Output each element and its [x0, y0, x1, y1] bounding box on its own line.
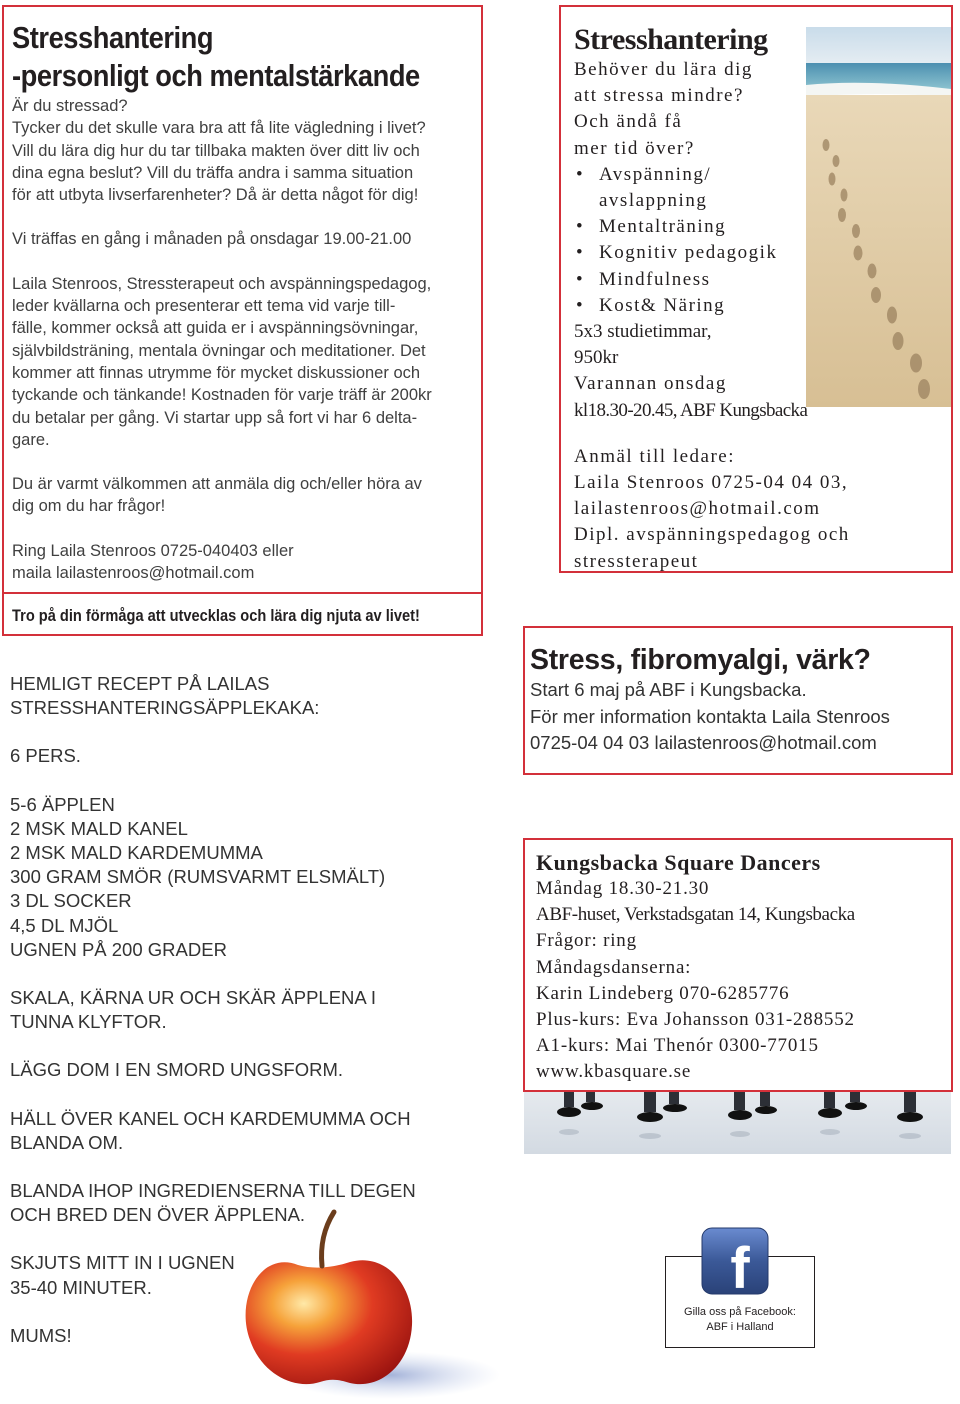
recipe-step-line: 35-40 MINUTER. [10, 1276, 152, 1298]
course-detail-line: Varannan onsdag [574, 373, 727, 395]
red-apple-image [200, 1190, 500, 1400]
course-topic-label: Kost& Näring [599, 294, 726, 316]
recipe-step-line: BLANDA OM. [10, 1131, 124, 1153]
stress-intro-line: Tycker du det skulle vara bra att få lite vägledning i livet? [12, 119, 426, 138]
recipe-ingredient: UGNEN PÅ 200 GRADER [10, 938, 227, 960]
stress-description-line: Laila Stenroos, Stressterapeut och avspänningspedagog, [12, 274, 432, 293]
stress-course-box [559, 5, 953, 573]
fibro-title: Stress, fibromyalgi, värk? [530, 644, 871, 676]
recipe-step-line: SKJUTS MITT IN I UGNEN [10, 1252, 235, 1274]
course-intro-line: Och ändå få [574, 111, 683, 133]
stress-description-line: gare. [12, 430, 50, 449]
recipe-ingredient: 5-6 ÄPPLEN [10, 793, 115, 815]
dance-line: Måndagsdanserna: [536, 956, 692, 978]
recipe-step-line: TUNNA KLYFTOR. [10, 1011, 167, 1033]
stress-description-line: fälle, kommer också att guida er i avspänningsövningar, [12, 319, 419, 338]
course-signup-line: lailastenroos@hotmail.com [574, 498, 821, 520]
stress-title-line1: Stresshantering [12, 20, 214, 55]
stress-contact-line: maila lailastenroos@hotmail.com [12, 564, 255, 583]
recipe-ingredient: 300 GRAM SMÖR (RUMSVARMT ELSMÄLT) [10, 866, 386, 888]
stress-description-line: kommer att finnas utrymme för mycket diskussioner och [12, 363, 421, 382]
stress-intro-line: Är du stressad? [12, 97, 128, 115]
dance-line: A1-kurs: Mai Thenór 0300-77015 [536, 1035, 819, 1057]
course-detail-line: 950kr [574, 347, 619, 369]
course-topic [574, 214, 944, 240]
stress-contact-line: Ring Laila Stenroos 0725-040403 eller [12, 541, 294, 560]
dance-title: Kungsbacka Square Dancers [536, 850, 821, 875]
square-dancers-box [523, 838, 953, 1092]
recipe-ingredient: 2 MSK MALD KARDEMUMMA [10, 842, 263, 864]
stress-description-line: leder kvällarna och presenterar ett tema vid varje till- [12, 297, 396, 316]
course-topics-list [574, 162, 944, 319]
recipe-step-line: HÄLL ÖVER KANEL OCH KARDEMUMMA OCH [10, 1107, 411, 1129]
stress-schedule: Vi träffas en gång i månaden på onsdagar 19.00-21.00 [12, 230, 412, 249]
recipe-title-line: HEMLIGT RECEPT PÅ LAILAS [10, 673, 270, 694]
course-signup-line: Dipl. avspänningspedagog och [574, 524, 850, 546]
stress-intro-line: Vill du lära dig hur du tar tillbaka makten över ditt liv och [12, 141, 420, 160]
recipe-servings: 6 PERS. [10, 745, 81, 767]
dance-line: ABF-huset, Verkstadsgatan 14, Kungsbacka [536, 904, 855, 926]
course-intro-line: att stressa mindre? [574, 85, 744, 107]
stress-description-line: självbildsträning, mentala övningar och meditationer. Det [12, 341, 426, 360]
course-topic [574, 293, 944, 319]
facebook-caption-line2: ABF i Halland [706, 1321, 774, 1333]
facebook-icon[interactable] [700, 1226, 770, 1296]
recipe-ingredient: 2 MSK MALD KANEL [10, 817, 188, 839]
facebook-caption-line1: Gilla oss på Facebook: [684, 1306, 796, 1318]
recipe-ingredient: 3 DL SOCKER [10, 890, 132, 912]
recipe-title-line: STRESSHANTERINGSÄPPLEKAKA: [10, 697, 320, 719]
course-signup-line: Laila Stenroos 0725-04 04 03, [574, 472, 849, 494]
stress-title-line2: -personligt och mentalstärkande [12, 58, 420, 93]
course-topic-label: Avspänning/ [599, 163, 712, 185]
recipe-step-line: BLANDA IHOP INGREDIENSERNA TILL DEGEN [10, 1180, 416, 1202]
course-detail-line: 5x3 studietimmar, [574, 321, 712, 343]
stress-info-box [2, 5, 483, 636]
course-intro-line: mer tid över? [574, 137, 695, 159]
recipe-step-line: SKALA, KÄRNA UR OCH SKÄR ÄPPLENA I [10, 987, 377, 1009]
stress-divider [2, 592, 483, 594]
dance-website: www.kbasquare.se [536, 1061, 692, 1083]
course-topic-label: Mindfulness [599, 268, 711, 290]
course-signup-line: Anmäl till ledare: [574, 445, 736, 467]
dance-line: Karin Lindeberg 070-6285776 [536, 982, 790, 1004]
fibromyalgia-box [523, 626, 953, 775]
course-topic [574, 162, 944, 214]
recipe-ingredient: 4,5 DL MJÖL [10, 914, 119, 936]
course-topic-label: Mentalträning [599, 216, 727, 238]
course-topic-label: avslappning [599, 190, 708, 212]
stress-welcome-line: Du är varmt välkommen att anmäla dig och/eller höra av [12, 475, 422, 494]
dance-line: Plus-kurs: Eva Johansson 031-288552 [536, 1009, 855, 1031]
course-title: Stresshantering [574, 23, 768, 56]
course-topic [574, 267, 944, 293]
recipe-ending: MUMS! [10, 1324, 72, 1346]
dance-line: Frågor: ring [536, 930, 637, 952]
course-topic [574, 240, 944, 266]
stress-course-text [574, 23, 944, 573]
stress-intro [12, 95, 473, 584]
stress-intro-line: för att utbyta livserfarenheter? Då är detta något för dig! [12, 186, 419, 205]
facebook-logo-letter: f [730, 1236, 750, 1296]
course-signup-line: stressterapeut [574, 550, 699, 572]
stress-description-line: tyckande och tänkande! Kostnaden för varje träff är 200kr [12, 386, 432, 405]
course-detail-line: kl18.30-20.45, ABF Kungsbacka [574, 399, 808, 421]
stress-tagline: Tro på din förmåga att utvecklas och lära dig njuta av livet! [12, 606, 420, 625]
fibro-line: För mer information kontakta Laila Stenroos [530, 705, 890, 727]
fibro-line: 0725-04 04 03 lailastenroos@hotmail.com [530, 732, 877, 753]
recipe-step-line: OCH BRED DEN ÖVER ÄPPLENA. [10, 1204, 306, 1226]
course-intro-line: Behöver du lära dig [574, 59, 753, 80]
stress-intro-line: dina egna beslut? Vill du träffa andra i samma situation [12, 163, 414, 182]
recipe-step-line: LÄGG DOM I EN SMORD UNGSFORM. [10, 1059, 344, 1081]
facebook-caption [666, 1305, 814, 1335]
stress-welcome-line: dig om du har frågor! [12, 497, 166, 516]
fibro-line: Start 6 maj på ABF i Kungsbacka. [530, 679, 807, 700]
stress-description-line: du betalar per gång. Vi startar upp så fort vi har 6 delta- [12, 408, 418, 427]
course-topic-label: Kognitiv pedagogik [599, 242, 778, 264]
dance-line: Måndag 18.30-21.30 [536, 878, 710, 899]
